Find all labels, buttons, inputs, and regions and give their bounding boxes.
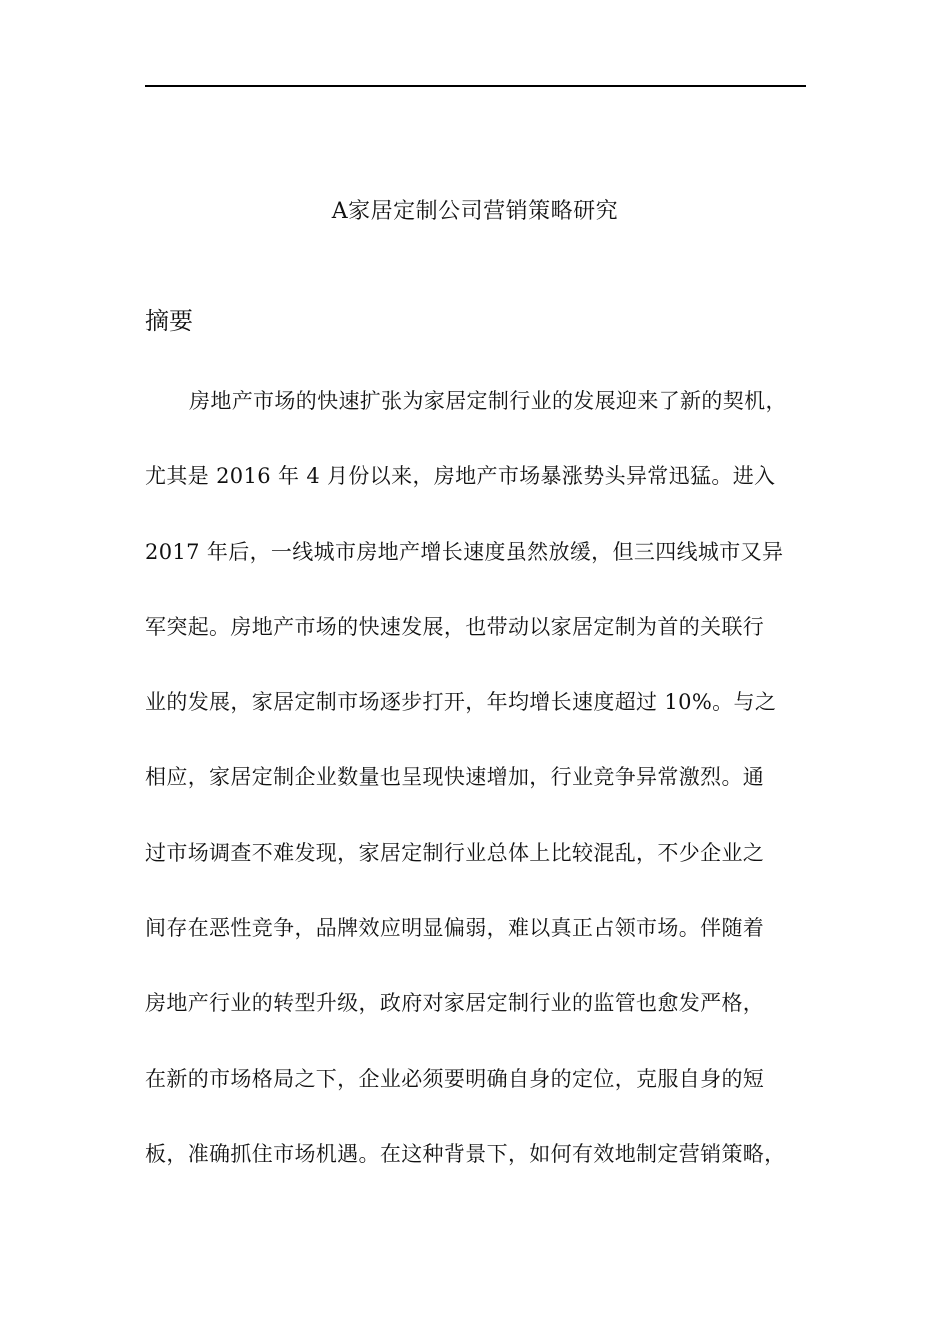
abstract-line: 过市场调查不难发现，家居定制行业总体上比较混乱，不少企业之 (145, 840, 765, 865)
abstract-line: 间存在恶性竞争，品牌效应明显偏弱，难以真正占领市场。伴随着 (145, 916, 765, 941)
abstract-line: 2017 年后，一线城市房地产增长速度虽然放缓，但三四线城市又异 (145, 539, 784, 564)
abstract-line: 尤其是 2016 年 4 月份以来，房地产市场暴涨势头异常迅猛。进入 (145, 464, 776, 489)
abstract-line: 业的发展，家居定制市场逐步打开，年均增长速度超过 10%。与之 (145, 690, 777, 715)
abstract-line: 房地产行业的转型升级，政府对家居定制行业的监管也愈发严格， (145, 991, 765, 1016)
abstract-line: 在新的市场格局之下，企业必须要明确自身的定位，克服自身的短 (145, 1066, 765, 1091)
abstract-heading: 摘要 (145, 307, 193, 335)
header-rule (145, 85, 806, 87)
abstract-line: 房地产市场的快速扩张为家居定制行业的发展迎来了新的契机， (189, 389, 787, 413)
abstract-line: 板，准确抓住市场机遇。在这种背景下，如何有效地制定营销策略， (145, 1141, 786, 1166)
abstract-line: 相应，家居定制企业数量也呈现快速增加，行业竞争异常激烈。通 (145, 765, 765, 790)
abstract-line: 军突起。房地产市场的快速发展，也带动以家居定制为首的关联行 (145, 614, 765, 639)
document-title: A家居定制公司营销策略研究 (331, 199, 619, 224)
abstract-body (145, 381, 815, 1209)
